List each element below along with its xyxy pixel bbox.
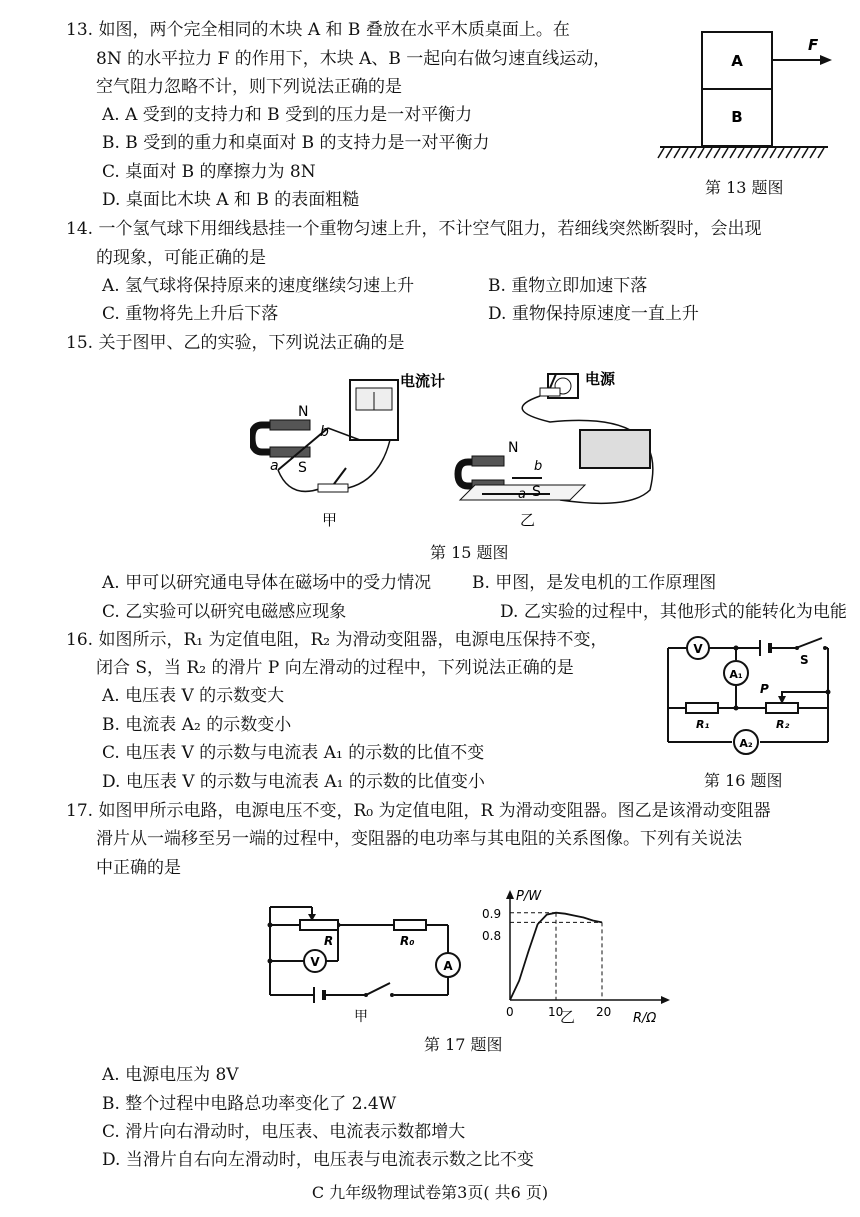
force-label: F	[808, 36, 819, 54]
q16-figure-caption: 第 16 题图	[704, 771, 783, 790]
resistor-r2	[766, 703, 798, 713]
q16-option-d: D. 电压表 V 的示数与电流表 A₁ 的示数的比值变小	[102, 772, 485, 792]
figure-jia	[252, 372, 445, 529]
label-n-jia: N	[298, 404, 309, 420]
table-hatching	[658, 148, 824, 158]
q14-stem-line1: 14. 一个氢气球下用细线悬挂一个重物匀速上升，不计空气阻力，若细线突然断裂时，会出现	[66, 219, 762, 239]
label-yi: 乙	[520, 511, 536, 529]
q13-stem-line3: 空气阻力忽略不计，则下列说法正确的是	[96, 77, 402, 97]
force-arrow-head	[820, 55, 832, 65]
q17-option-b: B. 整个过程中电路总功率变化了 2.4W	[102, 1094, 397, 1114]
resistor-r0	[394, 920, 426, 930]
q13-option-a: A. A 受到的支持力和 B 受到的压力是一对平衡力	[102, 105, 473, 125]
y-tick-0.8: 0.8	[482, 929, 502, 943]
label-a2: A₂	[739, 737, 753, 750]
q17-figure-caption: 第 17 题图	[424, 1035, 503, 1054]
q13-option-c: C. 桌面对 B 的摩擦力为 8N	[102, 162, 316, 182]
q17-stem-line2: 滑片从一端移至另一端的过程中，变阻器的电功率与其电阻的关系图像。下列有关说法	[96, 829, 742, 849]
q16-stem-line1: 16. 如图所示，R₁ 为定值电阻，R₂ 为滑动变阻器，电源电压保持不变，	[66, 630, 608, 650]
label-a-jia: a	[270, 458, 279, 474]
q16-option-b: B. 电流表 A₂ 的示数变小	[102, 715, 292, 735]
label-n-yi: N	[508, 440, 519, 456]
block-b-label: B	[731, 108, 743, 126]
rheostat	[580, 430, 650, 468]
q15-stem: 15. 关于图甲、乙的实验，下列说法正确的是	[66, 333, 405, 353]
q16-circuit	[660, 630, 840, 765]
page-footer: C 九年级物理试卷第3页( 共6 页)	[311, 1183, 549, 1202]
label-a: A	[443, 959, 453, 973]
q17-graph-label-yi: 乙	[560, 1008, 576, 1026]
switch-jia	[318, 484, 348, 492]
label-s-yi: S	[532, 484, 541, 500]
label-p: P	[760, 682, 769, 696]
q14-option-b: B. 重物立即加速下落	[488, 276, 648, 296]
q17-power-resistance-graph	[478, 888, 683, 1028]
q13-figure	[650, 20, 840, 180]
q16-stem-line2: 闭合 S，当 R₂ 的滑片 P 向左滑动的过程中，下列说法正确的是	[96, 658, 574, 678]
q13-figure-caption: 第 13 题图	[705, 178, 784, 197]
q14-stem-line2: 的现象，可能正确的是	[96, 248, 266, 268]
q15-figure	[250, 360, 680, 535]
figure-yi	[458, 370, 653, 529]
x-axis-label: R/Ω	[633, 1011, 657, 1026]
label-b-yi: b	[534, 459, 543, 474]
q16-option-a: A. 电压表 V 的示数变大	[102, 686, 285, 706]
q15-option-a: A. 甲可以研究通电导体在磁场中的受力情况	[102, 573, 432, 593]
label-a1: A₁	[729, 668, 743, 681]
q14-option-d: D. 重物保持原速度一直上升	[488, 304, 699, 324]
q15-option-c: C. 乙实验可以研究电磁感应现象	[102, 602, 347, 622]
resistor-r1	[686, 703, 718, 713]
x-tick-20: 20	[596, 1005, 612, 1019]
label-s-jia: S	[298, 460, 307, 476]
label-b-jia: b	[320, 424, 329, 440]
label-galvanometer: 电流计	[400, 372, 446, 390]
y-tick-0.9: 0.9	[482, 907, 502, 921]
q15-option-d: D. 乙实验的过程中，其他形式的能转化为电能	[500, 602, 847, 622]
q17-stem-line3: 中正确的是	[96, 858, 181, 878]
label-r1: R₁	[696, 718, 710, 731]
q13-option-d: D. 桌面比木块 A 和 B 的表面粗糙	[102, 190, 360, 210]
label-r0: R₀	[400, 934, 415, 948]
q17-circuit	[262, 895, 472, 1025]
y-axis-label: P/W	[516, 889, 542, 904]
q16-option-c: C. 电压表 V 的示数与电流表 A₁ 的示数的比值不变	[102, 743, 485, 763]
label-v: V	[693, 642, 703, 656]
q14-option-c: C. 重物将先上升后下落	[102, 304, 279, 324]
label-s: S	[800, 653, 809, 667]
q15-figure-caption: 第 15 题图	[430, 543, 509, 562]
rheostat-r	[300, 920, 338, 930]
label-power: 电源	[585, 370, 616, 388]
x-tick-10: 10	[548, 1005, 564, 1019]
label-r: R	[324, 934, 334, 948]
q17-stem-line1: 17. 如图甲所示电路，电源电压不变，R₀ 为定值电阻，R 为滑动变阻器。图乙是该滑动变阻器	[66, 801, 771, 821]
x-tick-0: 0	[506, 1005, 514, 1019]
label-v: V	[310, 955, 320, 969]
q14-option-a: A. 氢气球将保持原来的速度继续匀速上升	[102, 276, 415, 296]
label-a-yi: a	[518, 487, 526, 502]
label-jia: 甲	[354, 1009, 368, 1025]
label-r2: R₂	[776, 718, 790, 731]
q13-option-b: B. B 受到的重力和桌面对 B 的支持力是一对平衡力	[102, 133, 490, 153]
q13-stem-line2: 8N 的水平拉力 F 的作用下，木块 A、B 一起向右做匀速直线运动，	[96, 49, 611, 69]
q17-option-d: D. 当滑片自右向左滑动时，电压表与电流表示数之比不变	[102, 1150, 534, 1170]
q13-stem-line1: 13. 如图，两个完全相同的木块 A 和 B 叠放在水平木质桌面上。在	[66, 20, 570, 40]
q17-option-a: A. 电源电压为 8V	[102, 1065, 239, 1085]
q17-option-c: C. 滑片向右滑动时，电压表、电流表示数都增大	[102, 1122, 466, 1142]
q15-option-b: B. 甲图，是发电机的工作原理图	[472, 573, 717, 593]
block-a-label: A	[731, 52, 743, 70]
label-jia: 甲	[322, 511, 338, 529]
